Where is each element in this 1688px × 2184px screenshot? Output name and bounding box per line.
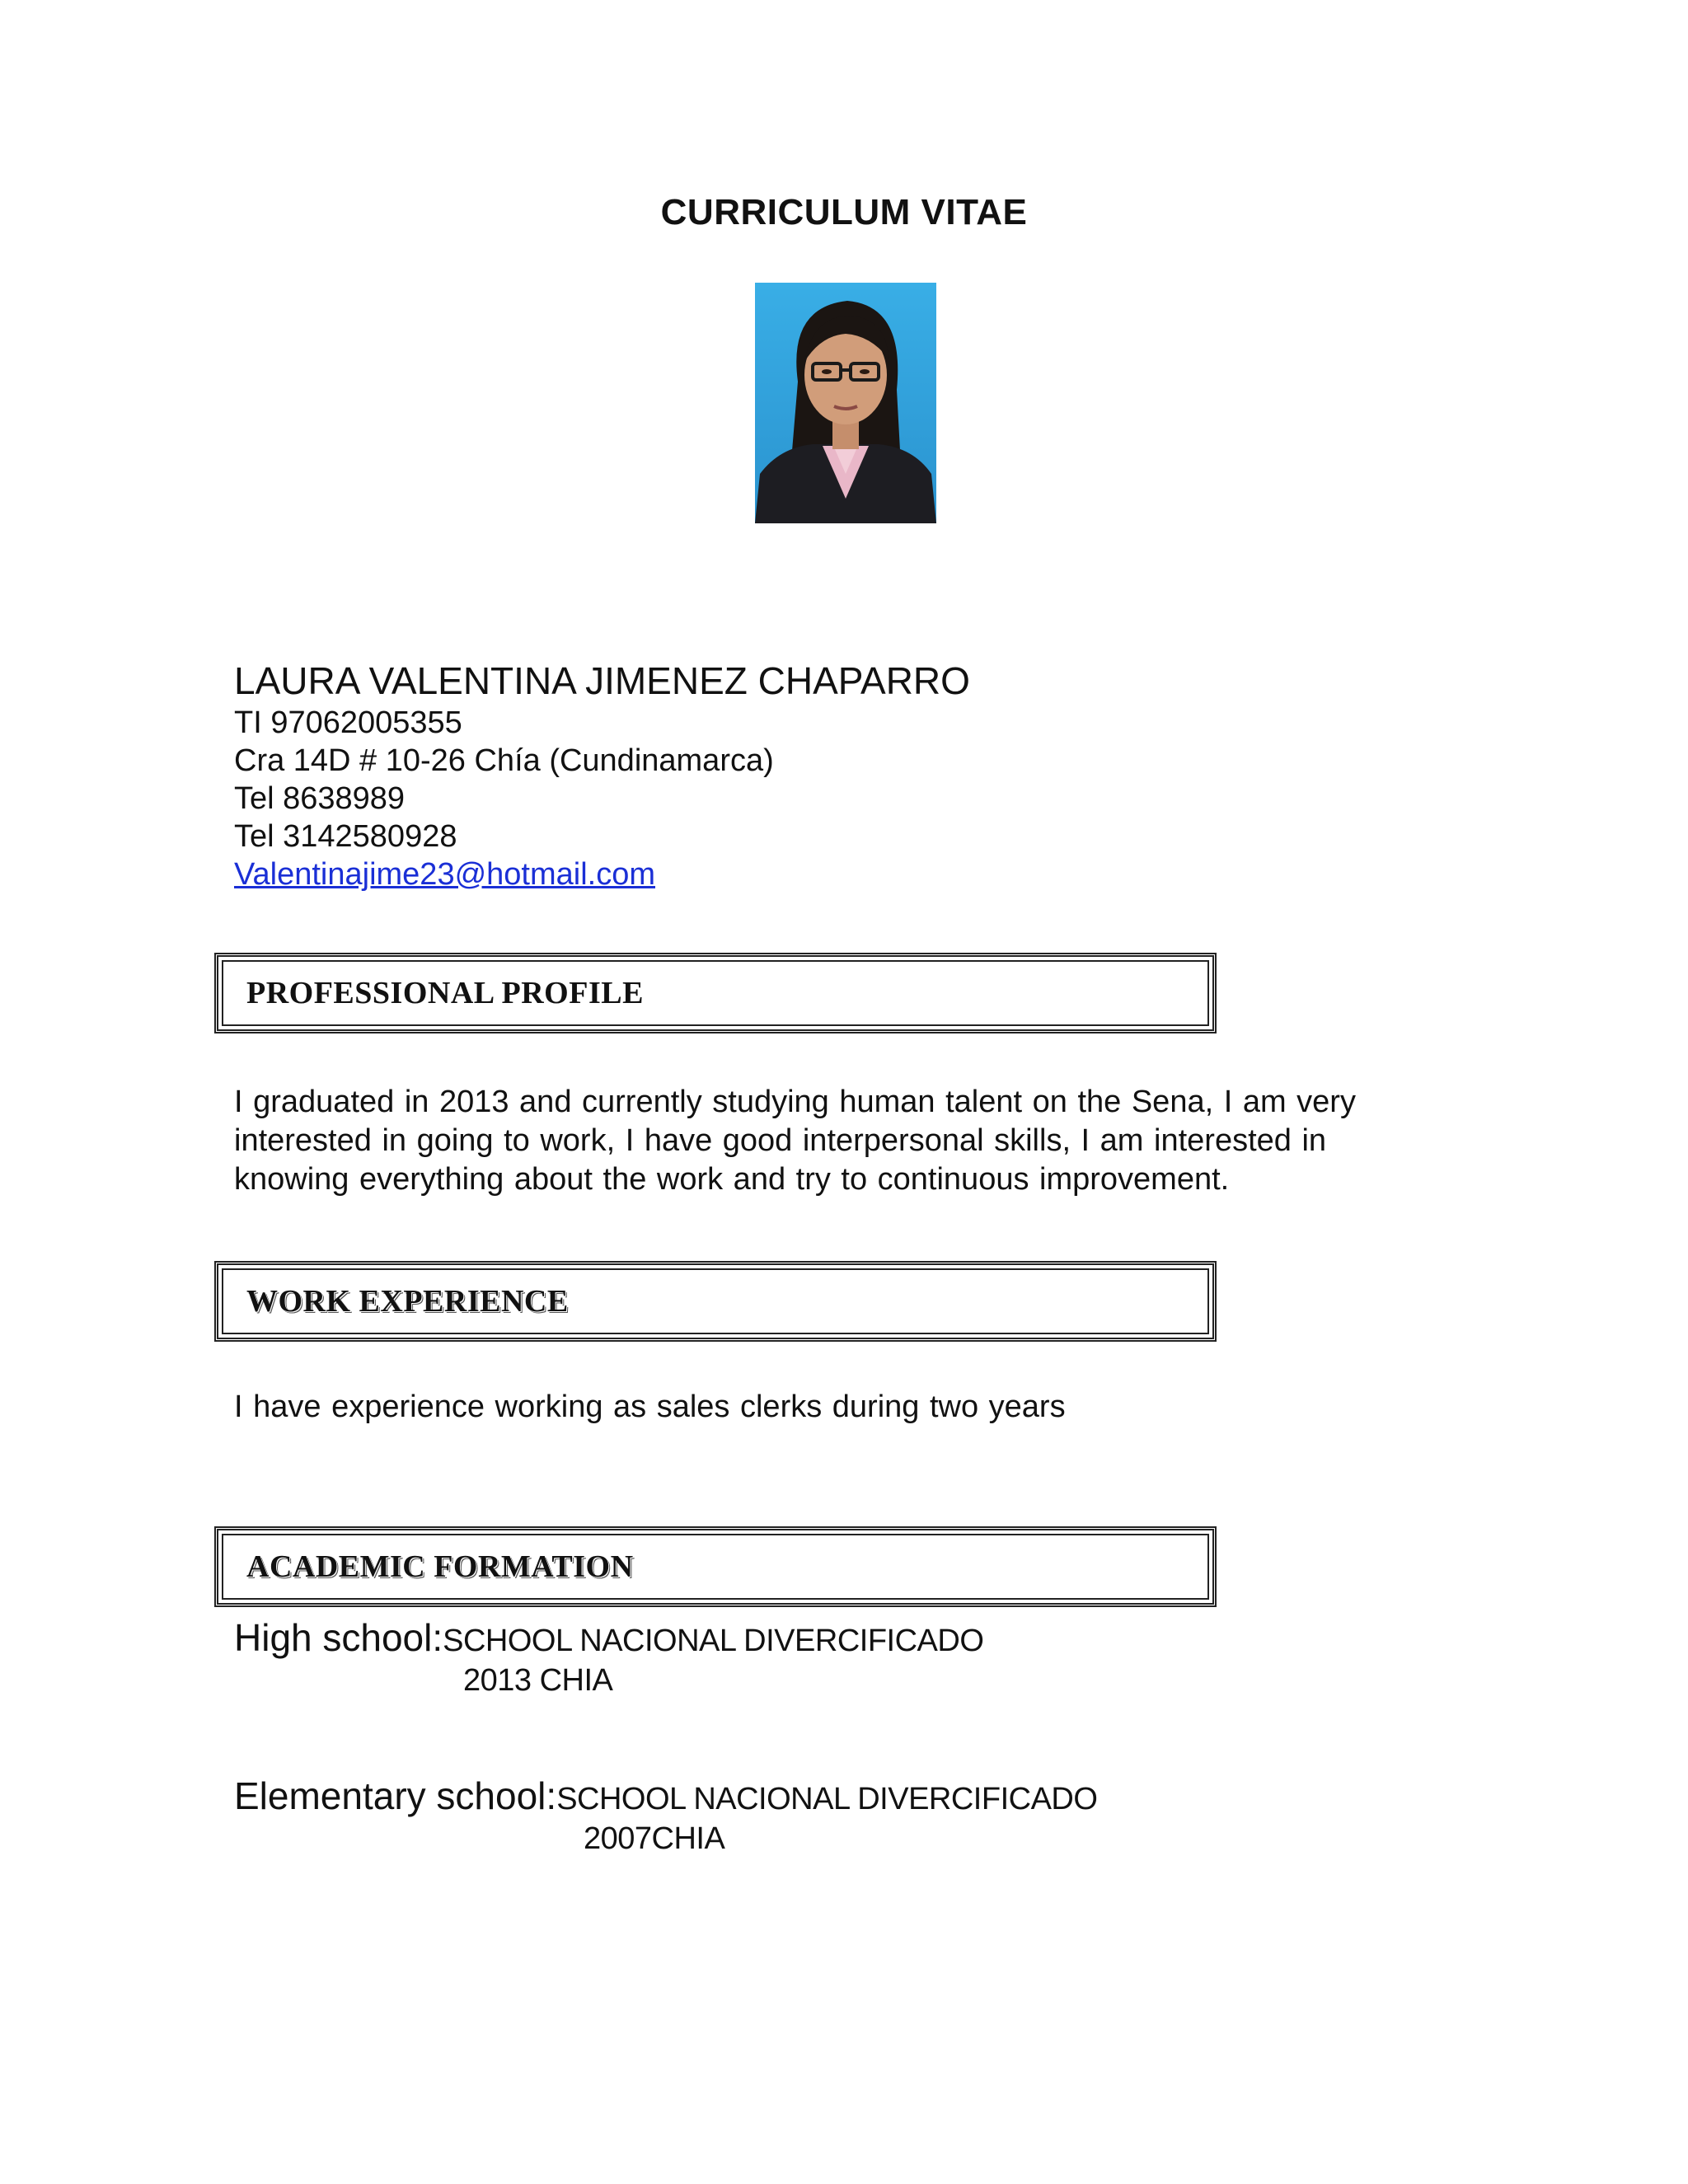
academic-heading: ACADEMIC FORMATION (246, 1549, 634, 1584)
high-school-name: SCHOOL NACIONAL DIVERCIFICADO (443, 1624, 984, 1658)
high-school-row (234, 1615, 983, 1660)
profile-section-box (214, 953, 1217, 1033)
profile-line: knowing everything about the work and try to continuous improvement. (234, 1162, 1230, 1197)
id-number: TI 97062005355 (234, 705, 462, 740)
profile-line: I graduated in 2013 and currently studying human talent on the Sena, I am very (234, 1085, 1356, 1119)
profile-heading: PROFESSIONAL PROFILE (246, 976, 644, 1010)
phone-landline: Tel 8638989 (234, 781, 406, 816)
profile-paragraph (234, 1083, 1421, 1199)
work-section-box (214, 1261, 1217, 1342)
high-school-label: High school: (234, 1616, 443, 1659)
elementary-school-year: 2007CHIA (584, 1821, 725, 1856)
elementary-school-row (234, 1774, 1097, 1818)
portrait-image (755, 283, 936, 523)
phone-mobile: Tel 3142580928 (234, 819, 457, 854)
document-title: CURRICULUM VITAE (660, 192, 1028, 232)
email-link[interactable]: Valentinajime23@hotmail.com (234, 857, 655, 892)
elementary-school-label: Elementary school: (234, 1774, 557, 1817)
profile-photo (755, 283, 936, 523)
address: Cra 14D # 10-26 Chía (Cundinamarca) (234, 743, 774, 778)
high-school-year: 2013 CHIA (463, 1663, 613, 1698)
profile-line: interested in going to work, I have good interpersonal skills, I am interested in (234, 1123, 1327, 1158)
academic-section-box (214, 1526, 1217, 1607)
contact-block (234, 658, 970, 893)
full-name: LAURA VALENTINA JIMENEZ CHAPARRO (234, 659, 970, 702)
work-text: I have experience working as sales clerks during two years (234, 1390, 1066, 1424)
work-heading: WORK EXPERIENCE (246, 1284, 569, 1319)
elementary-school-name: SCHOOL NACIONAL DIVERCIFICADO (556, 1782, 1098, 1816)
